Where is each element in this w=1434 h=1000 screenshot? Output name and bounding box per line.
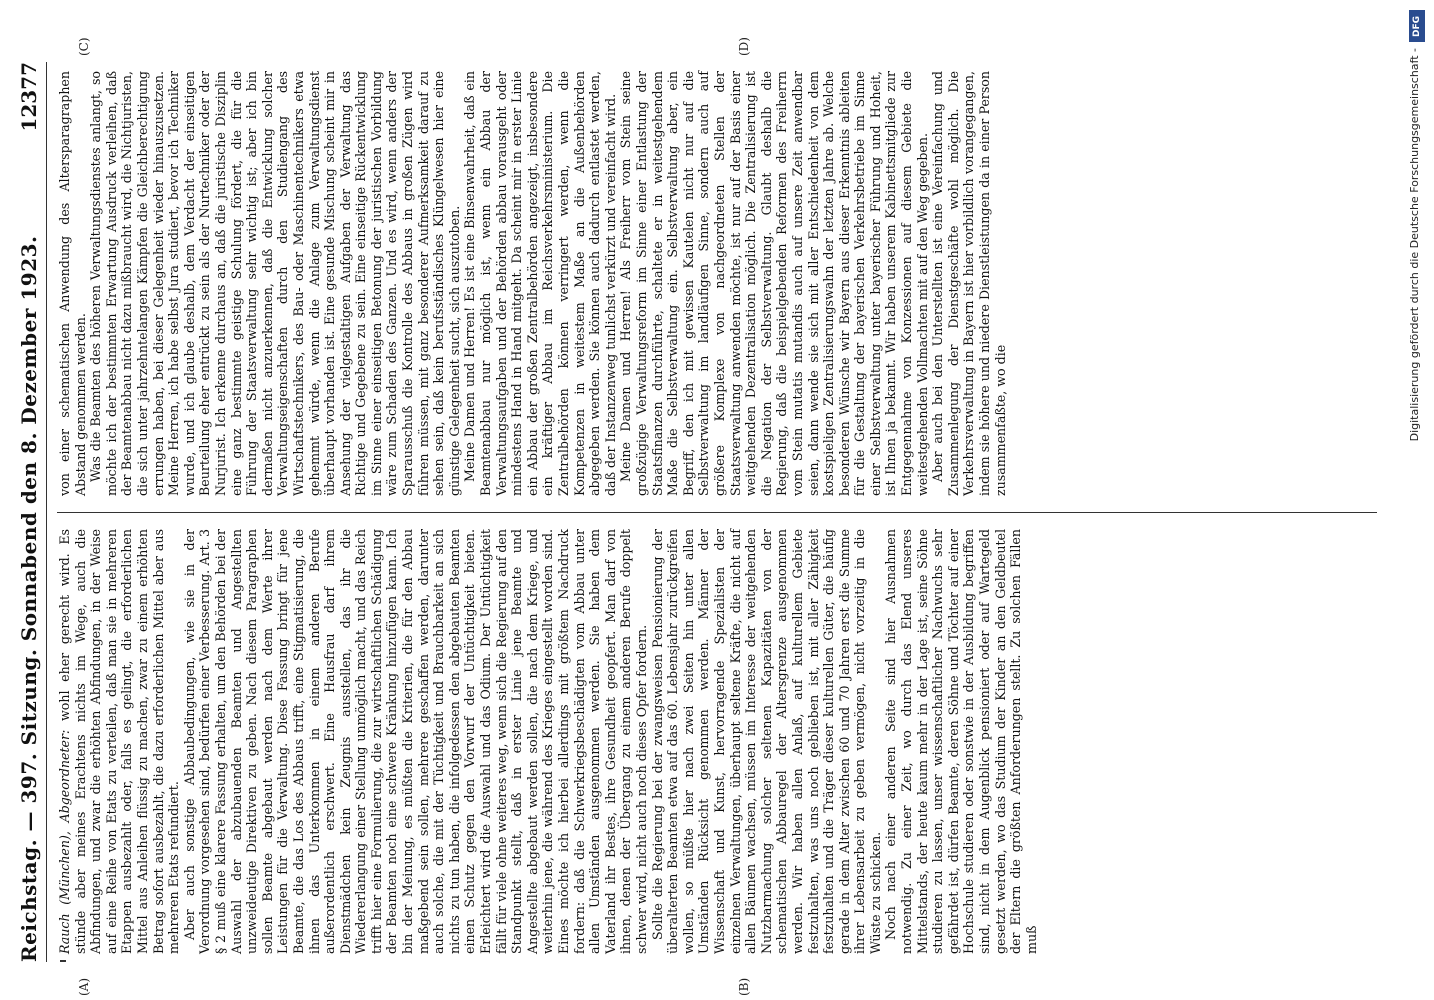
paragraph: Meine Damen und Herren! Es ist eine Binsenwahrheit, daß ein Beamtenabbau nur möglich ist, wenn ein Abbau der Verwaltungsaufgaben und der Behörden abbau vorausgeht oder mindestens Hand in Hand mitgeht. Da scheint mir in erster Linie ein Abbau der großen Zentralbehörden angezeigt, insbesondere ein kräftiger Abbau im Reichsverkehrsministerium. Die Zentralbehörden können verringert werden, wenn die Kompetenzen in weitestem Maße an die Außenbehörden abgegeben werden. Sie können auch dadurch entlastet werden, daß der Instanzenweg tunlichst verkürzt und vereinfacht wird. [462, 71, 618, 496]
margin-marker-c: (C) [77, 37, 91, 56]
running-header [7, 62, 41, 962]
credit-text: Digitalisierung gefördert durch die Deutsche Forschungsgemeinschaft - [1408, 48, 1421, 442]
paragraph: von einer schematischen Anwendung des Altersparagraphen Abstand genommen werden. [57, 71, 88, 496]
paragraph-text: wohl eher gerecht wird. Es stünde aber meines Erachtens nichts im Wege, auch die Abfindungen, und zwar die erhöhten Abfindungen, in der Weise auf eine Reihe von Etats zu verteilen, daß man sie in mehreren Etappen ausbezahlt oder, falls es gelingt, die erforderlichen Mittel aus Anleihen flüssig zu machen, zwar zu einem erhöhten Betrag sofort ausbezahlt, die dazu erforderlichen Mittel aber aus mehreren Etats refundiert. [57, 529, 182, 954]
right-column [57, 71, 1008, 496]
paragraph: Was die Beamten des höheren Verwaltungsdienstes anlangt, so möchte ich der bestimmten Erwartung Ausdruck verleihen, daß der Beamtenabbau nicht dazu mißbraucht wird, die Nichtjuristen, die sich unter jahrzehntelangen Kämpfen die Gleichberechtigung errungen haben, bei dieser Gelegenheit wieder hinauszusetzen. Meine Herren, ich habe selbst Jura studiert, bevor ich Techniker wurde, und ich glaube deshalb, dem Verdacht der einseitigen Beurteilung eher entrückt zu sein als der Nurtechniker oder der Nurjurist. Ich erkenne durchaus an, daß die juristische Disziplin eine ganz bestimmte geistige Schulung fördert, die für die Führung der Staatsverwaltung sehr wichtig ist; aber ich bin dermaßen nicht anzuerkennen, daß die Entwicklung solcher Verwaltungseigenschaften durch den Studiengang des Wirtschaftstechnikers, des Bau- oder Maschinentechnikers etwa gehemmt würde, wenn die Anlage zum Verwaltungsdienst überhaupt vorhanden ist. Eine gesunde Mischung scheint mir in Ansehung der vielgestaltigen Aufgaben der Verwaltung das Richtige und Gegebene zu sein. Eine einseitige Rückentwicklung im Sinne einer einseitigen Betonung der juristischen Vorbildung wäre zum Schaden des Ganzen. Und es wird, wenn anders der Sparausschuß die Kontrolle des Abbaus in großen Zügen wird führen müssen, mit ganz besonderer Aufmerksamkeit darauf zu sehen sein, daß kein berufsständisches Klüngelwesen hier eine günstige Gelegenheit sucht, sich auszutoben. [88, 71, 462, 496]
paragraph [57, 529, 182, 954]
page-number: 12377 [17, 62, 41, 132]
margin-marker-a: (A) [77, 977, 91, 996]
digitization-credit [1408, 8, 1428, 628]
header-title: Reichstag. — 397. Sitzung. Sonnabend den 8. Dezember 1923. [17, 235, 41, 962]
margin-marker-b: (B) [737, 977, 751, 996]
dfg-logo: DFG [1409, 10, 1425, 42]
paragraph: Sollte die Regierung bei der zwangsweisen Pensionierung der überalterten Beamten etwa auf das 60. Lebensjahr zurückgreifen wollen, so müßte hier nach zwei Seiten hin unter allen Umständen Rücksicht genommen werden. Männer der Wissenschaft und Kunst, hervorragende Spezialisten der einzelnen Verwaltungen, überhaupt seltene Kräfte, die nicht auf allen Bäumen wachsen, müssen im Interesse der weitgehenden Nutzbarmachung solcher seltenen Kapazitäten von der schematischen Abbauregel der Altersgrenze ausgenommen werden. Wir haben allen Anlaß, auf kulturellem Gebiete festzuhalten, was uns noch geblieben ist, mit aller Zähigkeit festzuhalten und die Träger dieser kulturellen Güter, die häufig gerade in dem Alter zwischen 60 und 70 Jahren erst die Summe ihrer Lebensarbeit zu geben vermögen, nicht vorzeitig in die Wüste zu schicken. [649, 529, 883, 954]
left-column [57, 529, 1039, 954]
column-divider [57, 512, 1377, 513]
paragraph: Meine Damen und Herren! Als Freiherr vom Stein seine großzügige Verwaltungsreform im Sinne einer Entlastung der Staatsfinanzen durchführte, schaltete er in weitestgehendem Maße die Selbstverwaltung ein. Selbstverwaltung aber, ein Begriff, den ich mit gewissen Kautelen nicht nur auf die Selbstverwaltung im landläufigen Sinne, sondern auch auf größere Komplexe von nachgeordneten Stellen der Staatsverwaltung anwenden möchte, ist nur auf der Basis einer weitgehenden Dezentralisation möglich. Die Zentralisierung ist die Negation der Selbstverwaltung. Glaubt deshalb die Regierung, daß die beispielgebenden Reformen des Freiherrn vom Stein mutatis mutandis auch auf unsere Zeit anwendbar seien, dann wende sie sich mit aller Entschiedenheit von dem kostspieligen Zentralisierungswahn der letzten Jahre ab. Welche besonderen Wünsche wir Bayern aus dieser Erkenntnis ableiten für die Gestaltung der bayerischen Verkehrsbetriebe im Sinne einer Selbstverwaltung unter bayerischer Führung und Hoheit, ist Ihnen ja bekannt. Wir haben unserem Kabinettsmitgliede zur Entgegennahme von Konzessionen auf diesem Gebiete die weitestgehenden Vollmachten mit auf den Weg gegeben. [618, 71, 930, 496]
paragraph: Aber auch bei den Unterstellten ist eine Vereinfachung und Zusammenlegung der Dienstgeschäfte wohl möglich. Die Verkehrsverwaltung in Bayern ist hier vorbildlich vorangegangen, indem sie höhere und niedere Dienstleistungen da in einer Person zusammenfaßte, wo die [930, 71, 1008, 496]
document-page [17, 37, 1407, 996]
margin-marker-d: (D) [737, 37, 751, 56]
paragraph: Noch nach einer anderen Seite sind hier Ausnahmen notwendig. Zu einer Zeit, wo durch das Elend unseres Mittelstands, der heute kaum mehr in der Lage ist, seine Söhne studieren zu lassen, unser wissenschaftlicher Nachwuchs sehr gefährdet ist, dürfen Beamte, deren Söhne und Töchter auf einer Hochschule studieren oder sonstwie in der Ausbildung begriffen sind, nicht in dem Augenblick pensioniert oder auf Wartegeld gesetzt werden, wo das Studium der Kinder an den Geldbeutel der Eltern die größten Anforderungen stellt. Zu solchen Fällen muß [883, 529, 1039, 954]
paragraph: Aber auch sonstige Abbaubedingungen, wie sie in der Verordnung vorgesehen sind, bedürfen einer Verbesserung. Art. 3 § 2 muß eine klarere Fassung erhalten, um den Behörden bei der Auswahl der abzubauenden Beamten und Angestellten unzweideutige Direktiven zu geben. Nach diesem Paragraphen sollen Beamte abgebaut werden nach dem Werte ihrer Leistungen für die Verwaltung. Diese Fassung bringt für jene Beamte, die das Los des Abbaus trifft, eine Stigmatisierung, die ihnen das Unterkommen in einem anderen Berufe außerordentlich erschwert. Eine Hausfrau darf ihrem Dienstmädchen kein Zeugnis ausstellen, das ihr die Wiedererlangung einer Stellung unmöglich macht, und das Reich trifft hier eine Formulierung, die zur wirtschaftlichen Schädigung der Beamten noch eine schwere Kränkung hinzufügen kann. Ich bin der Meinung, es müßten die Kriterien, die für den Abbau maßgebend sein sollen, mehrere geschaffen werden, darunter auch solche, die mit der Tüchtigkeit und Brauchbarkeit an sich nichts zu tun haben, die infolgedessen den abgebauten Beamten einen Schutz gegen den Vorwurf der Untüchtigkeit bieten. Erleichtert wird die Auswahl und das Odium. Der Untüchtigkeit fällt für viele ohne weiteres weg, wenn sich die Regierung auf den Standpunkt stellt, daß in erster Linie jene Beamte und Angestellte abgebaut werden sollen, die nach dem Kriege, und weiterhin jene, die während des Krieges eingestellt worden sind. Eines möchte ich hierbei allerdings mit größtem Nachdruck fordern: daß die Schwerkriegsbeschädigten vom Abbau unter allen Umständen ausgenommen werden. Sie haben dem Vaterland ihr Bestes, ihre Gesundheit geopfert. Man darf von ihnen, denen der Übergang zu einem anderen Berufe doppelt schwer wird, nicht auch noch dieses Opfer fordern. [181, 529, 649, 954]
speaker-line: Rauch (München), Abgeordneter: [57, 729, 72, 954]
edge-mark [60, 960, 66, 962]
